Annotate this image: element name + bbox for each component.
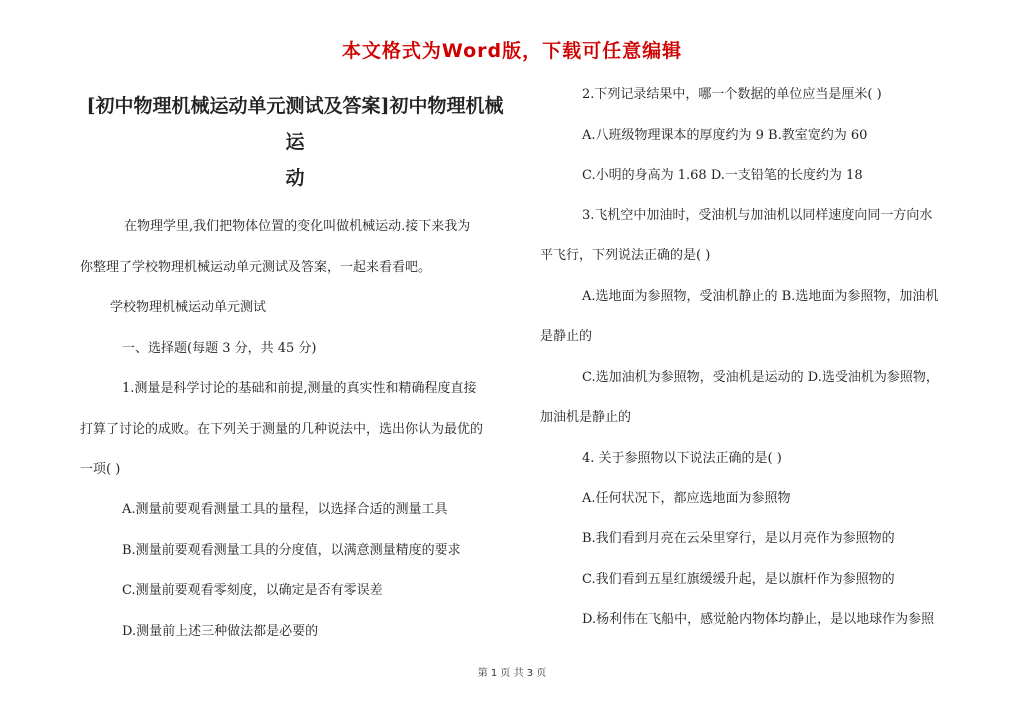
question-4-option-c: C.我们看到五星红旗缓缓升起，是以旗杆作为参照物的 [582,572,895,587]
question-1-line-2: 打算了讨论的成败。在下列关于测量的几种说法中，选出你认为最优的 [80,422,484,437]
question-1-option-b: B.测量前要观看测量工具的分度值，以满意测量精度的要求 [122,543,461,558]
intro-line-2: 你整理了学校物理机械运动单元测试及答案，一起来看看吧。 [80,260,432,275]
question-1-option-a: A.测量前要观看测量工具的量程，以选择合适的测量工具 [122,502,448,517]
question-3-options-cd-line-1: C.选加油机为参照物，受油机是运动的 D.选受油机为参照物， [582,370,939,385]
question-2-options-cd: C.小明的身高为 1.68 D.一支铅笔的长度约为 18 [582,168,863,183]
question-1-option-c: C.测量前要观看零刻度，以确定是否有零误差 [122,583,383,598]
question-3-options-ab-line-2: 是静止的 [540,329,593,344]
question-3-line-1: 3.飞机空中加油时，受油机与加油机以同样速度向同一方向水 [582,208,933,223]
question-1-line-1: 1.测量是科学讨论的基础和前提,测量的真实性和精确程度直接 [122,381,477,396]
question-2: 2.下列记录结果中，哪一个数据的单位应当是厘米( ) [582,87,882,102]
part-heading: 一、选择题(每题 3 分，共 45 分) [122,341,317,356]
question-1-line-3: 一项( ) [80,462,121,477]
question-3-options-cd-line-2: 加油机是静止的 [540,410,632,425]
section-heading: 学校物理机械运动单元测试 [110,300,267,315]
question-3-line-2: 平飞行，下列说法正确的是( ) [540,248,711,263]
document-title-line-1: [初中物理机械运动单元测试及答案]初中物理机械运 [86,95,504,153]
intro-line-1: 在物理学里,我们把物体位置的变化叫做机械运动.接下来我为 [124,219,471,234]
question-4-option-d: D.杨利伟在飞船中，感觉舱内物体均静止，是以地球作为参照 [582,612,935,627]
page-footer: 第 1 页 共 3 页 [477,668,547,679]
question-1-option-d: D.测量前上述三种做法都是必要的 [122,624,319,639]
question-2-options-ab: A.八班级物理课本的厚度约为 9 B.教室宽约为 60 [582,128,868,143]
question-4: 4. 关于参照物以下说法正确的是( ) [582,451,782,466]
document-banner: 本文格式为Word版，下载可任意编辑 [341,40,683,62]
document-title-line-2: 动 [285,167,305,189]
question-3-options-ab-line-1: A.选地面为参照物，受油机静止的 B.选地面为参照物，加油机 [582,289,939,304]
question-4-option-b: B.我们看到月亮在云朵里穿行，是以月亮作为参照物的 [582,531,895,546]
question-4-option-a: A.任何状况下，都应选地面为参照物 [582,491,791,506]
left-column [80,88,510,196]
